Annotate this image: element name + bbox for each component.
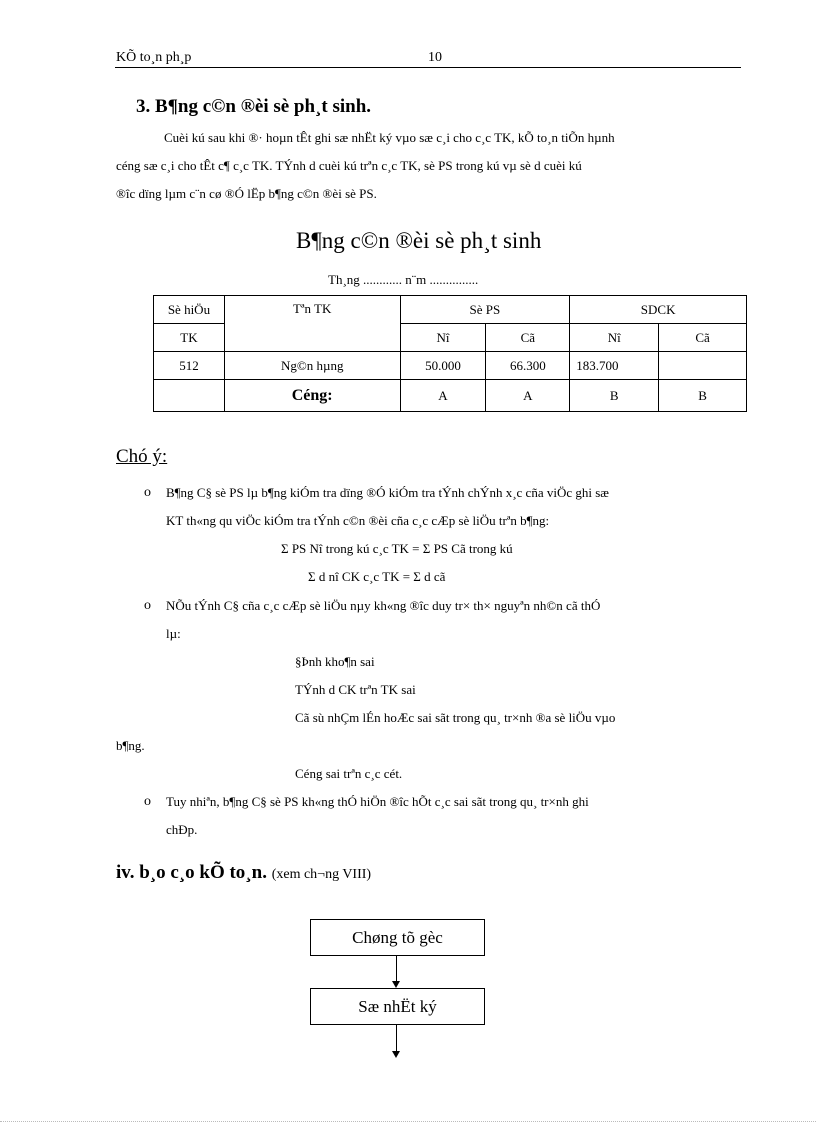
section-title: 3. B¶ng c©n ®èi sè ph¸t sinh. — [136, 96, 372, 117]
header-cell-sdck: SDCK — [570, 296, 747, 324]
section-iv-heading — [116, 862, 371, 884]
header-cell-tk: TK — [154, 324, 225, 352]
note-line: NÕu tÝnh C§ cña c¸c cÆp sè liÖu nµy kh«ng ®îc duy tr× th× nguyªn nh©n cã thÓ — [166, 598, 601, 613]
cell-empty — [154, 380, 225, 412]
cell-sd-no: 183.700 — [570, 352, 659, 380]
cell-total-sd-co: B — [659, 380, 747, 412]
cell-sd-co — [659, 352, 747, 380]
cell-ten: Ng©n hµng — [224, 352, 400, 380]
balance-table — [153, 295, 747, 412]
note-line: B¶ng C§ sè PS lµ b¶ng kiÓm tra dïng ®Ó kiÓm tra tÝnh chÝnh x¸c cña viÖc ghi sæ — [166, 485, 609, 500]
cell-total-ps-co: A — [486, 380, 570, 412]
para-line: ®îc dïng lµm c¨n cø ®Ó lËp b¶ng c©n ®èi sè PS. — [116, 186, 377, 201]
header-title: KÕ to¸n ph¸p — [116, 50, 192, 65]
cell-ps-no: 50.000 — [400, 352, 486, 380]
arrow-down-icon — [392, 981, 400, 988]
page-number: 10 — [428, 50, 442, 65]
header-cell-ten: Tªn TK — [224, 296, 400, 352]
formula: Σ d nî CK c¸c TK = Σ d cã — [308, 569, 446, 584]
note-line: lµ: — [166, 626, 181, 641]
flow-box-chung-tu-goc: Chøng tõ gèc — [310, 919, 485, 956]
table-row — [154, 352, 747, 380]
page-bottom-border — [0, 1121, 816, 1122]
flow-connector — [396, 955, 397, 982]
cell-total-sd-no: B — [570, 380, 659, 412]
header-cell-no: Nî — [570, 324, 659, 352]
header-cell-no: Nî — [400, 324, 486, 352]
note-line: Tuy nhiªn, b¶ng C§ sè PS kh«ng thÓ hiÖn ®îc hÕt c¸c sai sãt trong qu¸ tr×nh ghi — [166, 794, 589, 809]
note-line: chÐp. — [166, 822, 198, 837]
cause-line: §Þnh kho¶n sai — [295, 654, 375, 669]
note-heading: Chó ý: — [116, 446, 168, 467]
header-cell-co: Cã — [659, 324, 747, 352]
cause-line: TÝnh d CK trªn TK sai — [295, 682, 416, 697]
table-title: B¶ng c©n ®èi sè ph¸t sinh — [296, 228, 542, 253]
bullet-marker: o — [144, 598, 151, 613]
bullet-marker: o — [144, 485, 151, 500]
para-line: Cuèi kú sau khi ®· hoµn tÊt ghi sæ nhËt ký vµo sæ c¸i cho c¸c TK, kÕ to¸n tiÕn hµnh — [164, 130, 615, 145]
header-cell-sohieu: Sè hiÖu — [154, 296, 225, 324]
cause-line: b¶ng. — [116, 738, 145, 753]
section-iv-title: iv. b¸o c¸o kÕ to¸n. — [116, 862, 267, 883]
section-iv-subtitle: (xem ch¬ng VIII) — [271, 867, 372, 882]
table-row-total — [154, 380, 747, 412]
flow-connector — [396, 1024, 397, 1052]
bullet-marker: o — [144, 794, 151, 809]
formula: Σ PS Nî trong kú c¸c TK = Σ PS Cã trong kú — [281, 541, 513, 556]
note-line: KT th«ng qu viÖc kiÓm tra tÝnh c©n ®èi cña c¸c cÆp sè liÖu trªn b¶ng: — [166, 513, 550, 528]
cell-so: 512 — [154, 352, 225, 380]
cause-line: Céng sai trªn c¸c cét. — [295, 766, 403, 781]
flow-box-so-nhat-ky: Sæ nhËt ký — [310, 988, 485, 1025]
arrow-down-icon — [392, 1051, 400, 1058]
cell-ps-co: 66.300 — [486, 352, 570, 380]
header-cell-co: Cã — [486, 324, 570, 352]
cause-line: Cã sù nhÇm lÉn hoÆc sai sãt trong qu¸ tr×nh ®a sè liÖu vµo — [295, 710, 616, 725]
cell-total-ps-no: A — [400, 380, 486, 412]
para-line: céng sæ c¸i cho tÊt c¶ c¸c TK. TÝnh d cuèi kú trªn c¸c TK, sè PS trong kú vµ sè d cuèi kú — [116, 158, 582, 173]
cell-total-label: Céng: — [224, 380, 400, 412]
header-cell-sops: Sè PS — [400, 296, 570, 324]
table-subtitle: Th¸ng ............ n¨m ............... — [328, 272, 479, 287]
header-rule — [115, 67, 741, 68]
